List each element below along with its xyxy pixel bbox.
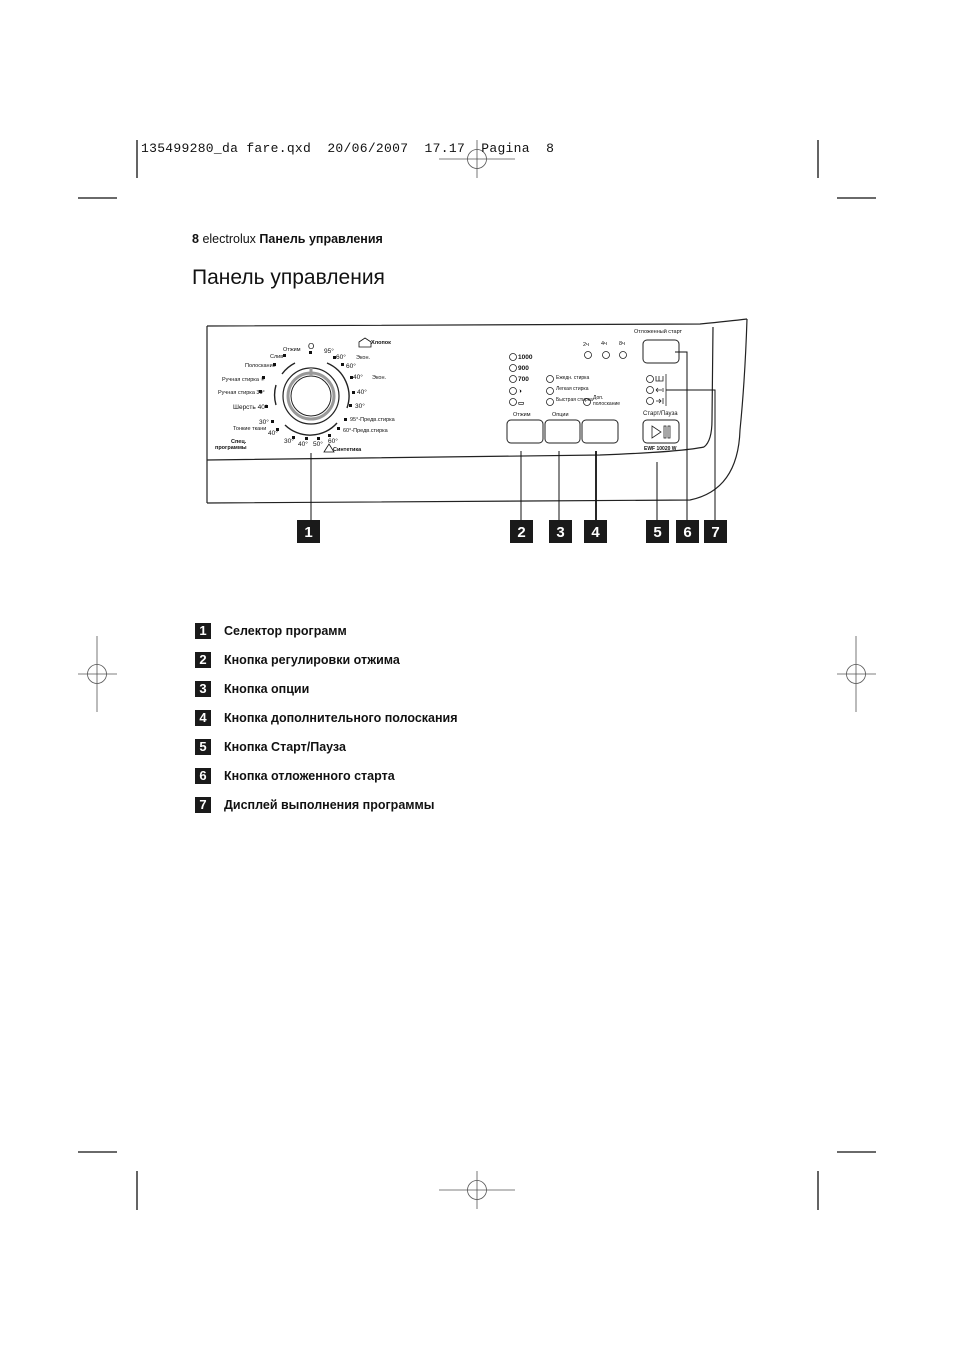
options-button-label: Опции (552, 412, 569, 418)
legend-label: Кнопка регулировки отжима (224, 652, 400, 667)
callout-5: 5 (653, 524, 662, 541)
program-selector-dial (275, 363, 349, 435)
legend-item (195, 616, 458, 645)
legend-number: 2 (195, 652, 211, 668)
spin-option-1000: 1000 (518, 354, 533, 361)
legend-number: 5 (195, 739, 211, 755)
extra-rinse-label-2: полоскание (593, 401, 621, 407)
legend-item (195, 761, 458, 790)
extra-rinse-button[interactable] (582, 420, 618, 443)
dial-label-off: O (308, 342, 315, 351)
spin-leds (510, 354, 517, 406)
callout-legend (195, 616, 458, 819)
svg-text:40°: 40° (357, 389, 367, 396)
legend-item (195, 703, 458, 732)
spin-button[interactable] (507, 420, 543, 443)
control-panel-diagram (0, 0, 955, 600)
dial-label-handwash: Ручная стирка ✳ (222, 377, 266, 383)
cotton-tub-icon (359, 338, 371, 347)
option-daily-wash: Ежедн. стирка (556, 375, 590, 381)
svg-text:40°: 40° (298, 441, 308, 448)
options-button[interactable] (545, 420, 580, 443)
svg-text:60°-Предв.стирка: 60°-Предв.стирка (343, 428, 388, 434)
page-title: Панель управления (192, 266, 385, 289)
svg-text:95°: 95° (324, 348, 334, 355)
registration-mark-bottom (439, 1171, 515, 1209)
callout-badges (297, 520, 727, 543)
spin-option-900: 900 (518, 365, 529, 372)
model-number: EWF 10020 W (644, 446, 677, 452)
dial-label-wool: Шерсть 40° (233, 404, 268, 411)
dial-label-delicate: Тонкие ткани (233, 426, 267, 432)
svg-text:60°: 60° (346, 363, 356, 370)
delay-4h-label: 4ч (601, 341, 607, 347)
svg-text:Экон.: Экон. (356, 355, 371, 361)
svg-text:40°: 40° (353, 374, 363, 381)
spin-option-no-spin: ▭ (518, 400, 525, 407)
legend-label: Кнопка Старт/Пауза (224, 739, 346, 754)
callout-1: 1 (304, 524, 313, 541)
start-pause-label: Старт/Пауза (643, 411, 678, 417)
svg-text:30°: 30° (284, 438, 294, 445)
dial-label-delicate-40: 40° (268, 430, 278, 437)
dial-label-synthetic: Синтетика (333, 447, 362, 453)
callout-6: 6 (683, 524, 692, 541)
dial-label-special: Спец. (231, 439, 247, 445)
spin-option-700: 700 (518, 376, 529, 383)
delay-start-button[interactable] (643, 340, 679, 363)
page-number: 8 (192, 232, 199, 246)
legend-number: 7 (195, 797, 211, 813)
dial-label-rinse: Полоскание (245, 363, 276, 369)
legend-item (195, 790, 458, 819)
callout-3: 3 (556, 524, 565, 541)
extra-rinse-label-1: Доп. (593, 395, 604, 401)
file-slug-line: 135499280_da fare.qxd 20/06/2007 17.17 Pagina 8 (141, 141, 555, 156)
dial-label-drain: Слив (270, 354, 284, 360)
legend-item (195, 674, 458, 703)
registration-mark-left (78, 636, 117, 712)
legend-item (195, 645, 458, 674)
delay-start-label: Отложенный старт (634, 329, 683, 335)
svg-text:60°: 60° (328, 438, 338, 445)
legend-label: Селектор программ (224, 623, 347, 638)
legend-number: 6 (195, 768, 211, 784)
callout-2: 2 (517, 524, 526, 541)
section-name: Панель управления (259, 232, 383, 246)
svg-text:30°: 30° (355, 403, 365, 410)
delay-leds (585, 352, 627, 359)
callout-7: 7 (711, 524, 720, 541)
delay-8h-label: 8ч (619, 341, 625, 347)
legend-number: 4 (195, 710, 211, 726)
legend-label: Дисплей выполнения программы (224, 797, 435, 812)
legend-item (195, 732, 458, 761)
spin-option-rinse-hold: ◑ (518, 388, 522, 395)
svg-text:60°: 60° (336, 354, 346, 361)
dial-label-handwash-30: Ручная стирка 30° (218, 390, 265, 396)
legend-label: Кнопка опции (224, 681, 310, 696)
registration-mark-right (837, 636, 876, 712)
brand-name: electrolux (202, 232, 256, 246)
option-quick-wash: Быстрая стирка (556, 397, 593, 403)
svg-text:Экон.: Экон. (372, 375, 387, 381)
callout-4: 4 (591, 524, 600, 541)
progress-indicator-leds (647, 374, 667, 406)
delay-2h-label: 2ч (583, 342, 589, 348)
option-light-wash: Легкая стирка (556, 386, 589, 392)
legend-number: 1 (195, 623, 211, 639)
svg-text:50°: 50° (313, 441, 323, 448)
dial-label-programs: программы (215, 445, 247, 451)
play-icon (652, 426, 661, 438)
svg-text:95°-Предв.стирка: 95°-Предв.стирка (350, 417, 395, 423)
legend-label: Кнопка отложенного старта (224, 768, 395, 783)
dial-label-delicate-30: 30° (259, 419, 269, 426)
dial-label-cotton: Хлопок (371, 340, 391, 346)
pause-icon (664, 426, 670, 438)
legend-number: 3 (195, 681, 211, 697)
spin-button-label: Отжим (513, 412, 531, 418)
start-pause-button[interactable] (643, 420, 679, 443)
legend-label: Кнопка дополнительного полоскания (224, 710, 458, 725)
dial-label-spin: Отжим (283, 347, 301, 353)
